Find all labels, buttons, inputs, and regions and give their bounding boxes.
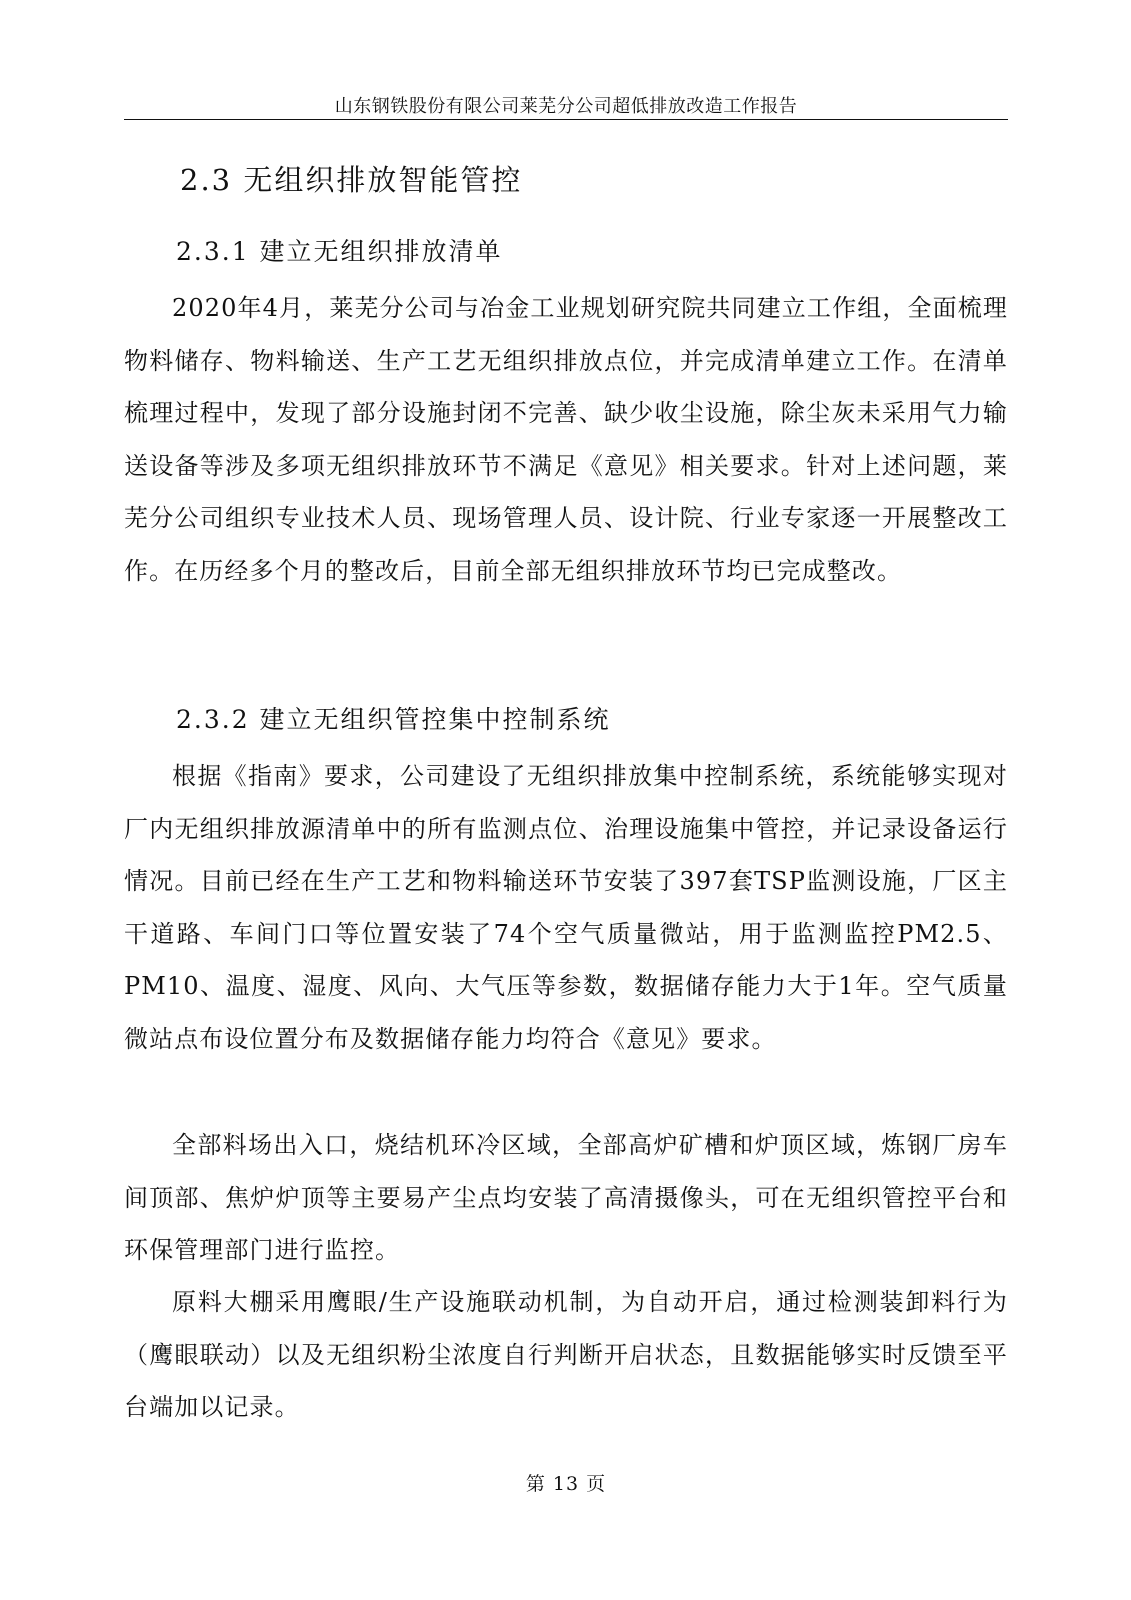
paragraph-raw-material-shed: 原料大棚采用鹰眼/生产设施联动机制，为自动开启，通过检测装卸料行为（鹰眼联动）以及无组织粉尘浓度自行判断开启状态，且数据能够实时反馈至平台端加以记录。 <box>124 1288 1008 1421</box>
running-header: 山东钢铁股份有限公司莱芜分公司超低排放改造工作报告 <box>334 96 798 117</box>
subsection-heading-1: 2.3.1 建立无组织排放清单 <box>176 237 503 266</box>
paragraph-control-system: 根据《指南》要求，公司建设了无组织排放集中控制系统，系统能够实现对厂内无组织排放源清单中的所有监测点位、治理设施集中管控，并记录设备运行情况。目前已经在生产工艺和物料输送环节安装了397套TSP监测设施，厂区主干道路、车间门口等位置安装了74个空气质量微站，用于监测监控PM2.5、PM10、温度、湿度、风向、大气压等参数，数据储存能力大于1年。空气质量微站点布设位置分布及数据储存能力均符合《意见》要求。 <box>124 762 1008 1053</box>
subsection-heading-2: 2.3.2 建立无组织管控集中控制系统 <box>176 705 611 734</box>
paragraph-emission-inventory: 2020年4月，莱芜分公司与冶金工业规划研究院共同建立工作组，全面梳理物料储存、物料输送、生产工艺无组织排放点位，并完成清单建立工作。在清单梳理过程中，发现了部分设施封闭不完善、缺少收尘设施，除尘灰未采用气力输送设备等涉及多项无组织排放环节不满足《意见》相关要求。针对上述问题，莱芜分公司组织专业技术人员、现场管理人员、设计院、行业专家逐一开展整改工作。在历经多个月的整改后，目前全部无组织排放环节均已完成整改。 <box>124 294 1008 585</box>
page-number: 第 13 页 <box>525 1473 607 1495</box>
header-divider <box>124 119 1008 120</box>
paragraph-cameras: 全部料场出入口，烧结机环冷区域，全部高炉矿槽和炉顶区域，炼钢厂房车间顶部、焦炉炉顶等主要易产尘点均安装了高清摄像头，可在无组织管控平台和环保管理部门进行监控。 <box>124 1131 1008 1264</box>
section-heading: 2.3 无组织排放智能管控 <box>180 163 523 197</box>
